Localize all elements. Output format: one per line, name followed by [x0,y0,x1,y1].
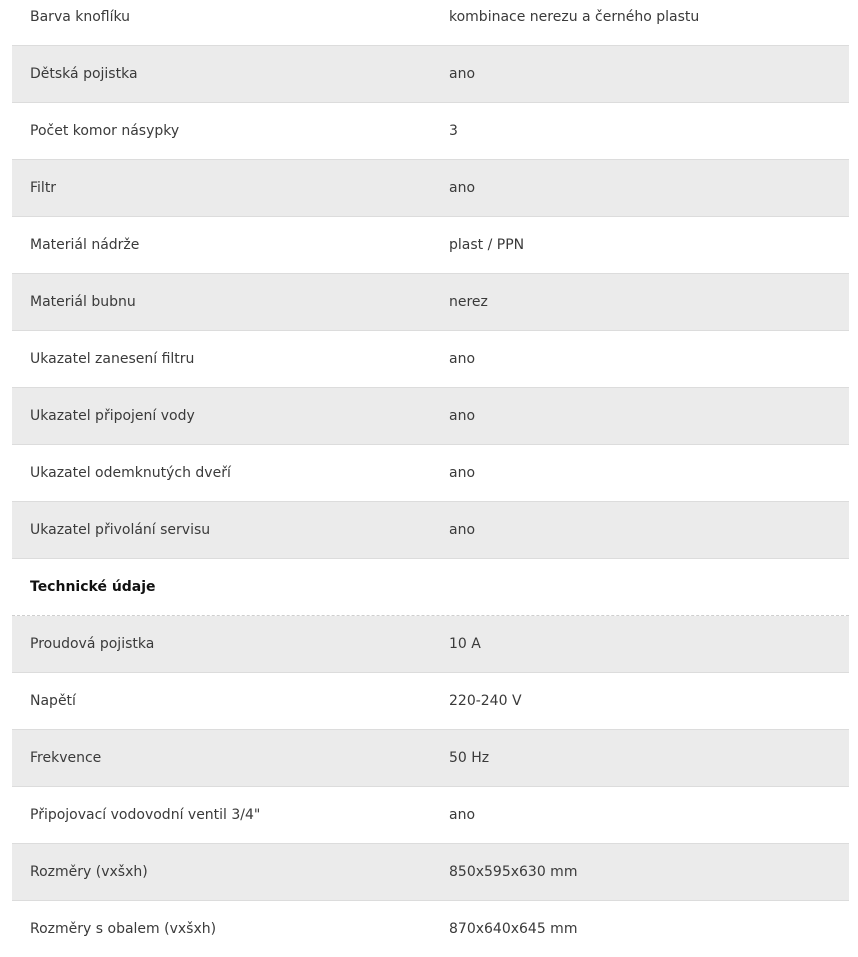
spec-value: plast / PPN [449,237,525,253]
spec-row-water-connection-indicator [12,388,849,445]
spec-row-packed-dimensions [12,901,849,957]
spec-row-door-unlock-indicator [12,445,849,502]
spec-label: Frekvence [30,750,102,766]
spec-value: 220-240 V [449,693,522,709]
spec-row-detergent-chambers [12,103,849,160]
spec-value: ano [449,180,476,196]
spec-label: Ukazatel připojení vody [30,408,195,424]
section-title: Technické údaje [30,579,156,595]
spec-label: Počet komor násypky [30,123,180,139]
spec-value: 3 [449,123,458,139]
spec-row-drum-material [12,274,849,331]
spec-label: Napětí [30,693,76,709]
spec-value: ano [449,66,476,82]
spec-value: ano [449,408,476,424]
spec-row-voltage [12,673,849,730]
spec-label: Barva knoflíku [30,9,131,25]
spec-label: Materiál bubnu [30,294,136,310]
spec-value: ano [449,522,476,538]
spec-row-knob-color [12,0,849,46]
spec-label: Materiál nádrže [30,237,140,253]
spec-label: Filtr [30,180,57,196]
spec-label: Rozměry s obalem (vxšxh) [30,921,217,937]
spec-value: kombinace nerezu a černého plastu [449,9,700,25]
spec-value: 850x595x630 mm [449,864,578,880]
spec-row-filter [12,160,849,217]
spec-row-fuse [12,616,849,673]
spec-row-service-call-indicator [12,502,849,559]
spec-label: Ukazatel přivolání servisu [30,522,211,538]
section-header-technical-data [12,559,849,616]
spec-row-frequency [12,730,849,787]
spec-value: ano [449,465,476,481]
spec-label: Rozměry (vxšxh) [30,864,148,880]
spec-value: nerez [449,294,488,310]
spec-row-filter-clog-indicator [12,331,849,388]
spec-row-tank-material [12,217,849,274]
spec-row-child-lock [12,46,849,103]
spec-label: Ukazatel odemknutých dveří [30,465,231,481]
spec-label: Dětská pojistka [30,66,138,82]
spec-row-water-valve [12,787,849,844]
spec-value: ano [449,351,476,367]
spec-value: 50 Hz [449,750,490,766]
spec-value: ano [449,807,476,823]
spec-label: Proudová pojistka [30,636,155,652]
spec-row-dimensions [12,844,849,901]
spec-table [12,0,849,957]
spec-value: 870x640x645 mm [449,921,578,937]
spec-label: Připojovací vodovodní ventil 3/4" [30,807,261,823]
spec-value: 10 A [449,636,481,652]
spec-label: Ukazatel zanesení filtru [30,351,195,367]
